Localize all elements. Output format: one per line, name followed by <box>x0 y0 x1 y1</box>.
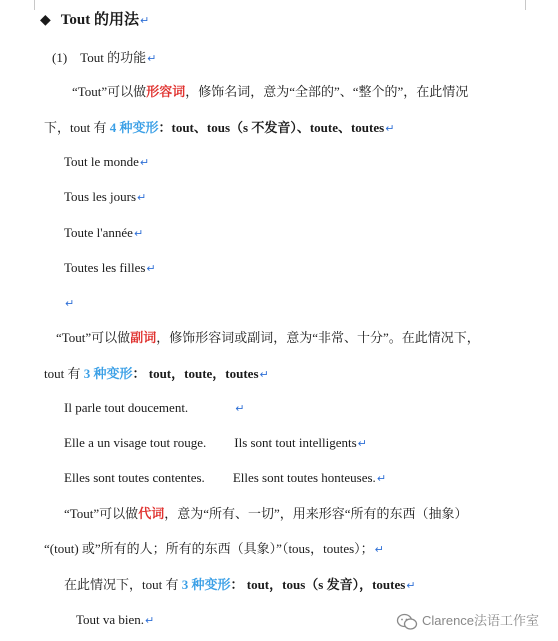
example-text: Ils sont tout intelligents <box>234 435 357 450</box>
subheading <box>52 50 156 67</box>
example-text: Elle a un visage tout rouge. <box>64 435 207 450</box>
paragraph-mark-icon: ↵ <box>65 297 75 310</box>
example-text: Toutes les filles <box>64 260 146 275</box>
example-text: Tout le monde <box>64 154 139 169</box>
variant-list: ：tout、tous（s 不发音）、toute、toutes <box>158 120 385 135</box>
paragraph-mark-icon: ↵ <box>406 579 416 592</box>
example-line <box>64 435 367 452</box>
text-run: “(tout) 或”所有的人；所有的东西（具象）”（tous，toutes）； <box>44 541 374 556</box>
watermark <box>396 610 539 631</box>
paragraph-mark-icon: ↵ <box>235 402 245 415</box>
text-run: ，修饰形容词或副词，意为“非常、十分”。在此情况下， <box>156 330 480 345</box>
section-heading <box>40 12 149 29</box>
wechat-logo-icon <box>396 613 418 631</box>
example-text: Il parle tout doucement. <box>64 400 189 415</box>
example-text: Tout va bien. <box>76 612 145 627</box>
keyword-variants: 3 种变形 <box>181 577 231 592</box>
text-run: 在此情况下，tout 有 <box>64 577 182 592</box>
example-line <box>64 225 143 242</box>
text-run: “Tout”可以做 <box>56 330 131 345</box>
heading-title: Tout 的用法 <box>60 12 139 28</box>
paragraph-mark-icon: ↵ <box>133 227 144 240</box>
text-run: “Tout”可以做 <box>64 506 139 521</box>
paragraph-adjective-line1 <box>72 84 468 100</box>
paragraph-mark-icon: ↵ <box>140 14 150 27</box>
keyword-adjective: 形容词 <box>146 84 186 99</box>
paragraph-mark-icon: ↵ <box>385 122 395 135</box>
text-run: “Tout”可以做 <box>72 84 147 99</box>
example-text: Toute l'année <box>64 225 133 240</box>
paragraph-pronoun-line1 <box>64 506 468 522</box>
subheading-text: Tout 的功能 <box>80 50 147 65</box>
paragraph-mark-icon: ↵ <box>147 52 157 65</box>
example-line <box>64 260 156 277</box>
empty-line <box>64 295 74 312</box>
subheading-number: (1) <box>52 50 68 65</box>
paragraph-mark-icon: ↵ <box>139 156 150 169</box>
page-corner-mark <box>525 0 536 10</box>
keyword-variants: 4 种变形 <box>109 120 159 135</box>
text-run: ，修饰名词，意为“全部的”、“整个的”，在此情况 <box>185 84 469 99</box>
example-text: Elles sont toutes contentes. <box>64 470 205 485</box>
paragraph-mark-icon: ↵ <box>357 437 367 450</box>
paragraph-pronoun-line3 <box>64 577 416 594</box>
paragraph-mark-icon: ↵ <box>137 191 147 204</box>
paragraph-mark-icon: ↵ <box>374 543 384 556</box>
paragraph-adverb-line2 <box>44 366 269 383</box>
paragraph-mark-icon: ↵ <box>376 472 387 485</box>
example-text: Tous les jours <box>64 189 137 204</box>
example-line <box>64 470 386 487</box>
example-line <box>76 612 154 629</box>
text-run: tout 有 <box>44 366 84 381</box>
keyword-variants: 3 种变形 <box>83 366 133 381</box>
paragraph-mark-icon: ↵ <box>146 262 156 275</box>
example-line <box>64 154 149 171</box>
paragraph-mark-icon: ↵ <box>259 368 269 381</box>
diamond-bullet-icon: ◆ <box>40 12 51 28</box>
text-run: 下，tout 有 <box>44 120 110 135</box>
variant-list: ： tout，tous（s 发音），toutes <box>230 577 406 592</box>
variant-list: ： tout，toute，toutes <box>132 366 259 381</box>
paragraph-mark-icon: ↵ <box>145 614 155 627</box>
keyword-pronoun: 代词 <box>138 506 165 521</box>
page-corner-mark <box>24 0 35 10</box>
example-line <box>64 189 146 206</box>
text-run: ，意为“所有、一切”，用来形容“所有的东西（抽象） <box>164 506 468 521</box>
paragraph-adjective-line2 <box>44 120 394 137</box>
example-text: Elles sont toutes honteuses. <box>232 470 376 485</box>
watermark-text: Clarence法语工作室 <box>422 613 540 628</box>
paragraph-adverb-line1 <box>56 330 480 346</box>
paragraph-pronoun-line2 <box>44 541 384 558</box>
example-line <box>64 400 244 417</box>
keyword-adverb: 副词 <box>130 330 157 345</box>
